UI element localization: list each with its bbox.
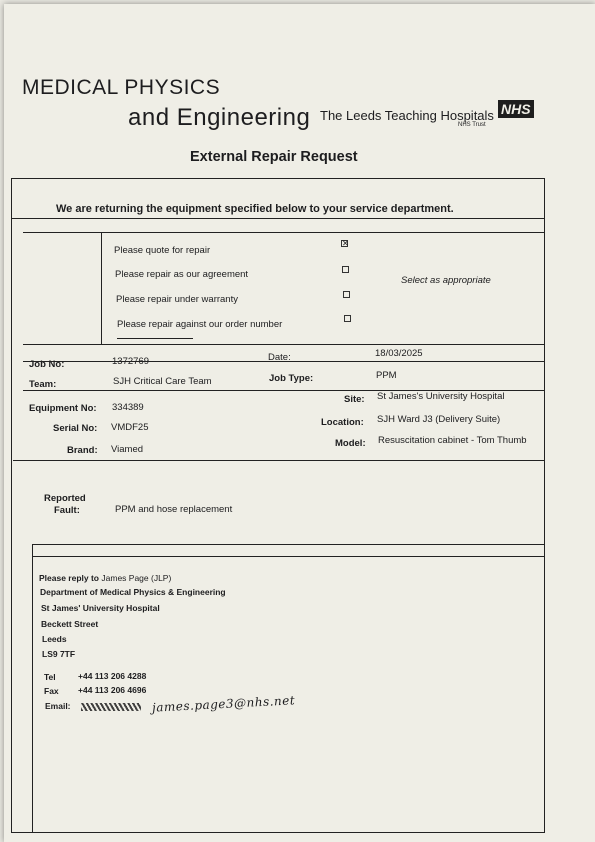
team-value: SJH Critical Care Team [113,376,212,387]
address-line-5: LS9 7TF [42,649,76,659]
address-line-3: Beckett Street [41,619,99,629]
divider [23,361,544,362]
location-value: SJH Ward J3 (Delivery Suite) [377,414,501,425]
dept-title-line2: and Engineering [128,104,311,131]
brand-value: Viamed [111,444,144,455]
equipment-no-value: 334389 [112,402,144,413]
date-value: 18/03/2025 [375,348,423,359]
model-label: Model: [335,438,366,449]
divider [32,556,544,557]
reported-fault-value: PPM and hose replacement [115,504,233,515]
divider [32,544,544,545]
divider [23,232,544,233]
team-label: Team: [29,379,57,390]
trust-name: The Leeds Teaching Hospitals [320,108,494,123]
order-number-line [117,338,193,339]
reply-to-label-text: Please reply to [39,573,100,583]
address-line-2: St James' University Hospital [41,603,160,613]
select-note: Select as appropriate [401,275,491,286]
option-order-label: Please repair against our order number [117,319,283,330]
divider [13,460,544,461]
serial-no-value: VMDF25 [111,422,149,433]
crossed-out-email [81,703,141,711]
serial-no-label: Serial No: [53,423,98,434]
reported-fault-label-line1: Reported [44,493,86,504]
job-type-value: PPM [376,370,397,381]
email-label: Email: [45,701,71,711]
fax-label: Fax [44,686,59,696]
job-no-value: 1372769 [112,356,149,367]
repair-request-form [4,4,595,842]
job-no-label: Job No: [29,359,65,370]
option-agreement-checkbox[interactable] [342,266,349,273]
option-warranty-label: Please repair under warranty [116,294,238,305]
option-agreement-label: Please repair as our agreement [115,269,249,280]
tel-label: Tel [44,672,56,682]
reported-fault-label-line2: Fault: [54,505,80,516]
nhs-trust-label: NHS Trust [458,122,486,128]
option-quote-label: Please quote for repair [114,245,211,256]
fax-value: +44 113 206 4696 [78,685,147,695]
reply-to-name: James Page (JLP) [101,573,172,583]
form-title: External Repair Request [190,149,358,165]
divider [23,344,544,345]
site-value: St James's University Hospital [377,391,505,402]
tel-value: +44 113 206 4288 [78,671,147,681]
address-line-1: Department of Medical Physics & Engineering [40,587,226,597]
handwritten-email: james.page3@nhs.net [151,693,296,715]
job-type-label: Job Type: [269,373,314,384]
location-label: Location: [321,417,364,428]
address-line-4: Leeds [42,634,67,644]
option-quote-checkbox[interactable]: ✕ [342,239,349,248]
option-warranty-checkbox[interactable] [343,291,350,298]
intro-text: We are returning the equipment specified below to your service department. [56,203,454,215]
option-order-checkbox[interactable] [344,315,351,322]
brand-label: Brand: [67,445,98,456]
divider [101,232,102,344]
dept-title-line1: MEDICAL PHYSICS [22,76,221,99]
model-value: Resuscitation cabinet - Tom Thumb [378,435,527,446]
divider [32,544,33,832]
nhs-logo: NHS [498,100,534,118]
divider [12,218,544,219]
date-label: Date: [268,352,291,363]
site-label: Site: [344,394,365,405]
equipment-no-label: Equipment No: [29,403,97,414]
